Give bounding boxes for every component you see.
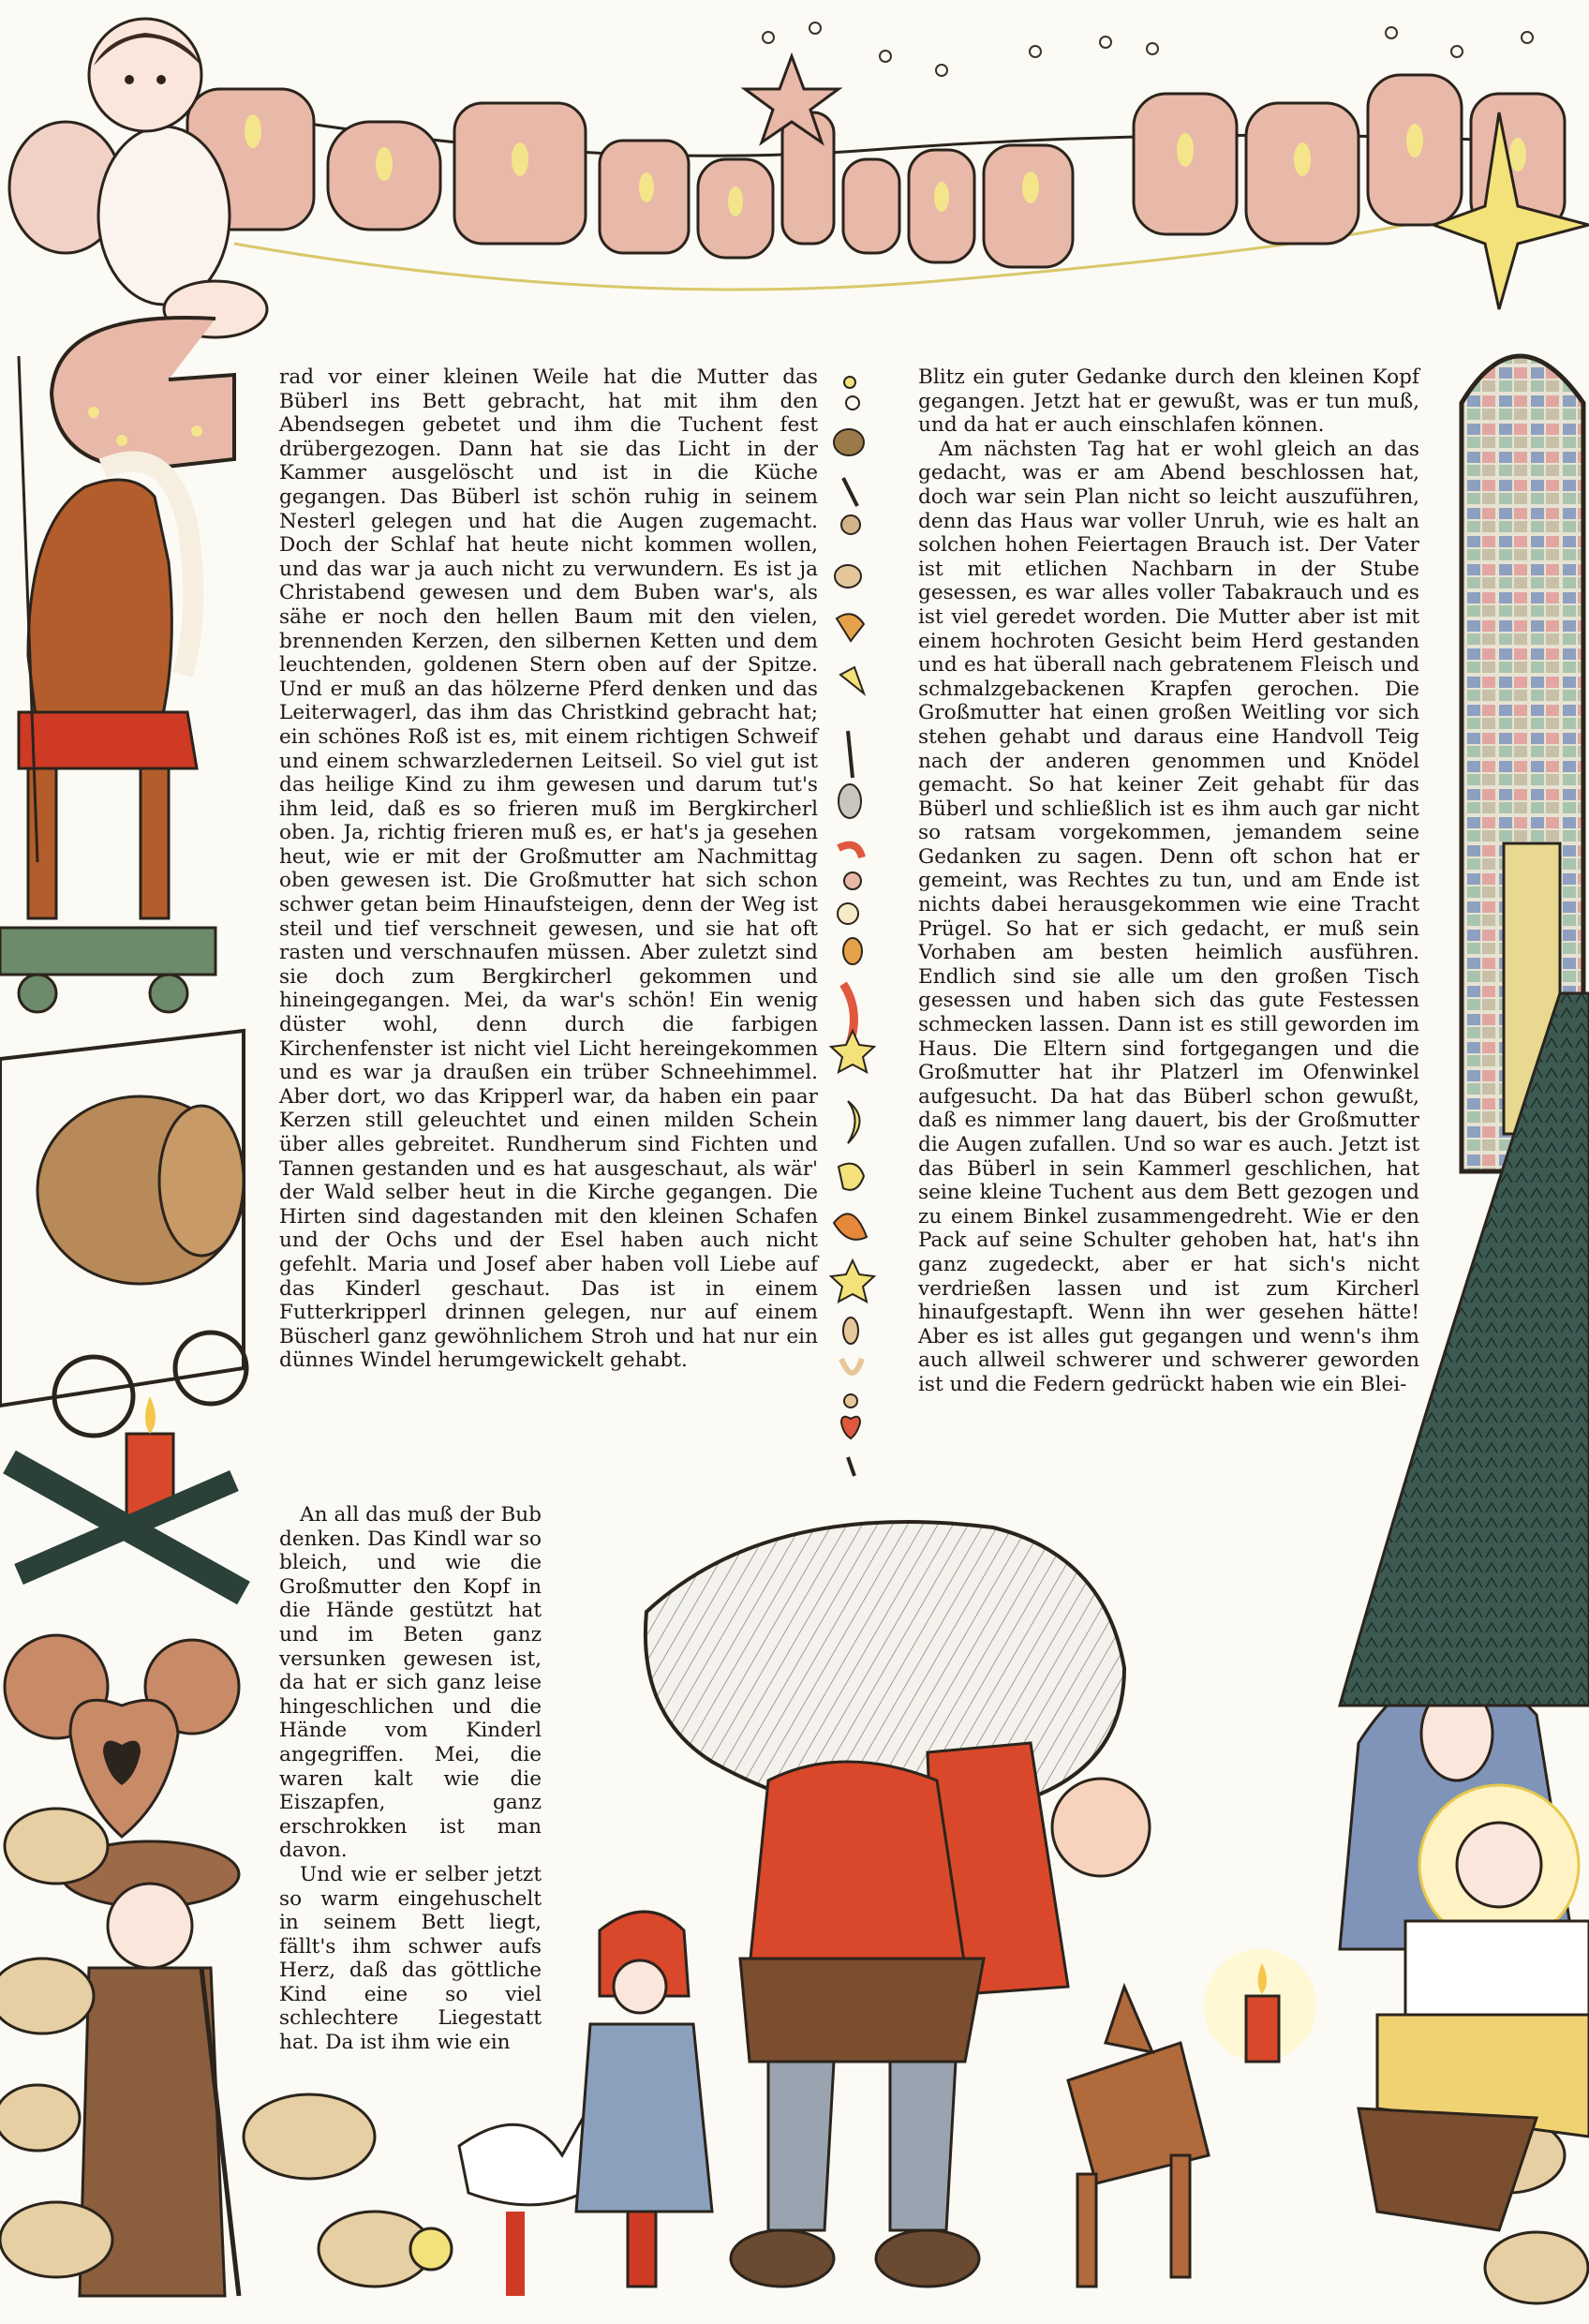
reindeer-icon: [1068, 1987, 1209, 2287]
boy-with-sack-icon: [646, 1522, 1150, 2287]
candle-icon: [9, 1396, 244, 1593]
text-column-right: [918, 365, 1419, 1397]
text-column-left-top: [279, 365, 818, 1373]
paragraph: rad vor einer kleinen Weile hat die Mutter das Büberl ins Bett gebracht, hat mit ihm den Abendsegen gebetet und ihm die Tuchent fest drübergezogen. Dann hat sie das Licht in der Kammer ausgelöscht und ist in die Küche gegangen. Das Büberl ist schön ruhig in seinem Nesterl gelegen und hat die Augen zugemacht. Doch der Schlaf hat heute nicht kommen wollen, und das war ja auch nicht zu verwundern. Es ist ja Christabend gewesen und dem Buben war's, als sähe er noch den hellen Baum mit den vielen, brennenden Kerzen, den silbernen Ketten und dem leuchtenden, goldenen Stern oben auf der Spitze. Und er muß an das hölzerne Pferd denken und das Leiterwagerl, das ihm das Christkind gebracht hat; ein schönes Roß ist es, mit einem richtigen Schweif und einem schwarzledernen Leitseil. So viel gut ist das heilige Kind zu ihm gewesen und darum tut's ihm leid, daß es so frieren muß im Bergkircherl oben. Ja, richtig frieren muß es, er hat's ja gesehen heut, wie er mit der Großmutter am Nachmittag oben gewesen ist. Die Großmutter hat sich schon schwer getan beim Hinaufsteigen, denn der Weg ist steil und tief verschneit gewesen, und sie hat oft rasten und verschnaufen müssen. Aber zuletzt sind sie doch zum Bergkircherl gekommen und hineingegangen. Mei, da war's schön! Ein wenig düster wohl, denn durch die farbigen Kirchenfenster ist nicht viel Licht hereingekommen und es war ja draußen ein trüber Schneehimmel. Aber dort, wo das Kripperl war, da haben ein paar Kerzen still geleuchtet und einen milden Schein über alles gebreitet. Rundherum sind Fichten und Tannen gestanden und es hat ausgeschaut, als wär' der Wald selber heut in die Kirche gegangen. Die Hirten sind dagestanden mit den kleinen Schafen und der Ochs und der Esel haben auch nicht gefehlt. Maria und Josef aber haben voll Liebe auf das Kinderl geschaut. Das ist in einem Futterkripperl drinnen gelegen, nur auf einem Büscherl ganz gewöhnlichem Stroh und hat nur ein dünnes Windel herumgewickelt gehabt.: [279, 365, 818, 1373]
paragraph: Und wie er selber jetzt so warm eingehuschelt in seinem Bett liegt, fällt's ihm schwer aufs Herz, daß das göttliche Kind eine so viel schlechtere Liegestatt hat. Da ist ihm wie ein: [279, 1862, 542, 2055]
gingerbread-heart-icon: [5, 1635, 239, 1837]
cart-icon: [0, 1031, 246, 1436]
column-divider-ornaments: [831, 377, 874, 1476]
paragraph: Blitz ein guter Gedanke durch den kleinen Kopf gegangen. Jetzt hat er gewußt, was er tun muß, und da hat er auch einschlafen können.: [918, 365, 1419, 438]
initial-g-icon: [52, 318, 234, 469]
page-title: [178, 52, 1583, 276]
paragraph: Am nächsten Tag hat er wohl gleich an das gedacht, was er am Abend beschlossen hat, doch war sein Plan nicht so leicht auszuführen, denn das Haus war voller Unruh, wie es halt an solchen hohen Feiertagen Brauch ist. Der Vater ist mit etlichen Nachbarn in der Stube gesessen, es war alles voller Tabakrauch und es ist viel geredet worden. Die Mutter aber ist mit einem hochroten Gesicht beim Herd gestanden und es hat überall nach gebratenem Fleisch und schmalzgebackenen Krapfen gerochen. Die Großmutter hat einen großen Weitling vor sich stehen gehabt und daraus eine Handvoll Teig nach der anderen genommen und Knödel gemacht. So hat keiner Zeit gehabt für das Büberl und schließlich ist es ihm auch gar nicht so ratsam vorgekommen, jemandem seine Gedanken zu sagen. Denn oft schon hat er gemeint, was Rechtes zu tun, und am Ende ist nichts dabei herausgekommen wie eine Tracht Prügel. So hat er sich gedacht, er muß sein Vorhaben am besten heimlich ausführen. Endlich sind sie alle um den großen Tisch gesessen und haben sich das gute Festessen schmecken lassen. Dann ist es still geworden im Haus. Die Eltern sind fortgegangen und die Großmutter hat ihr Platzerl im Ofenwinkel aufgesucht. Da hat das Büberl schon gewußt, daß es nimmer lang dauert, bis der Großmutter die Augen zufallen. Und so war es auch. Jetzt ist das Büberl in sein Kammerl geschlichen, hat seine kleine Tuchent aus dem Bett gezogen und zu einem Binkel zusammengedreht. Wie er den Pack auf seine Schulter gehoben hat, hat's ihn ganz zugedeckt, aber er hat sich's nicht verdrießen lassen und ist zum Kircherl hinaufgestapft. Wenn ihn wer gesehen hätte! Aber es ist alles gut gegangen und wenn's ihm auch allweil schwerer und schwerer geworden ist und die Federn gedrückt haben wie ein Blei-: [918, 437, 1419, 1396]
girl-figure-icon: [576, 1912, 712, 2287]
crib-candle-icon: [1204, 1949, 1316, 2062]
text-column-left-bottom: [279, 1503, 542, 2055]
paragraph: An all das muß der Bub denken. Das Kindl war so bleich, und wie die Großmutter den Kopf in die Hände gestützt hat und im Beten ganz versunken gewesen ist, da hat er sich ganz leise hingeschlichen und die Hände vom Kinderl angegriffen. Mei, die waren kalt wie die Eiszapfen, ganz erschrokken ist man davon.: [279, 1503, 542, 1863]
